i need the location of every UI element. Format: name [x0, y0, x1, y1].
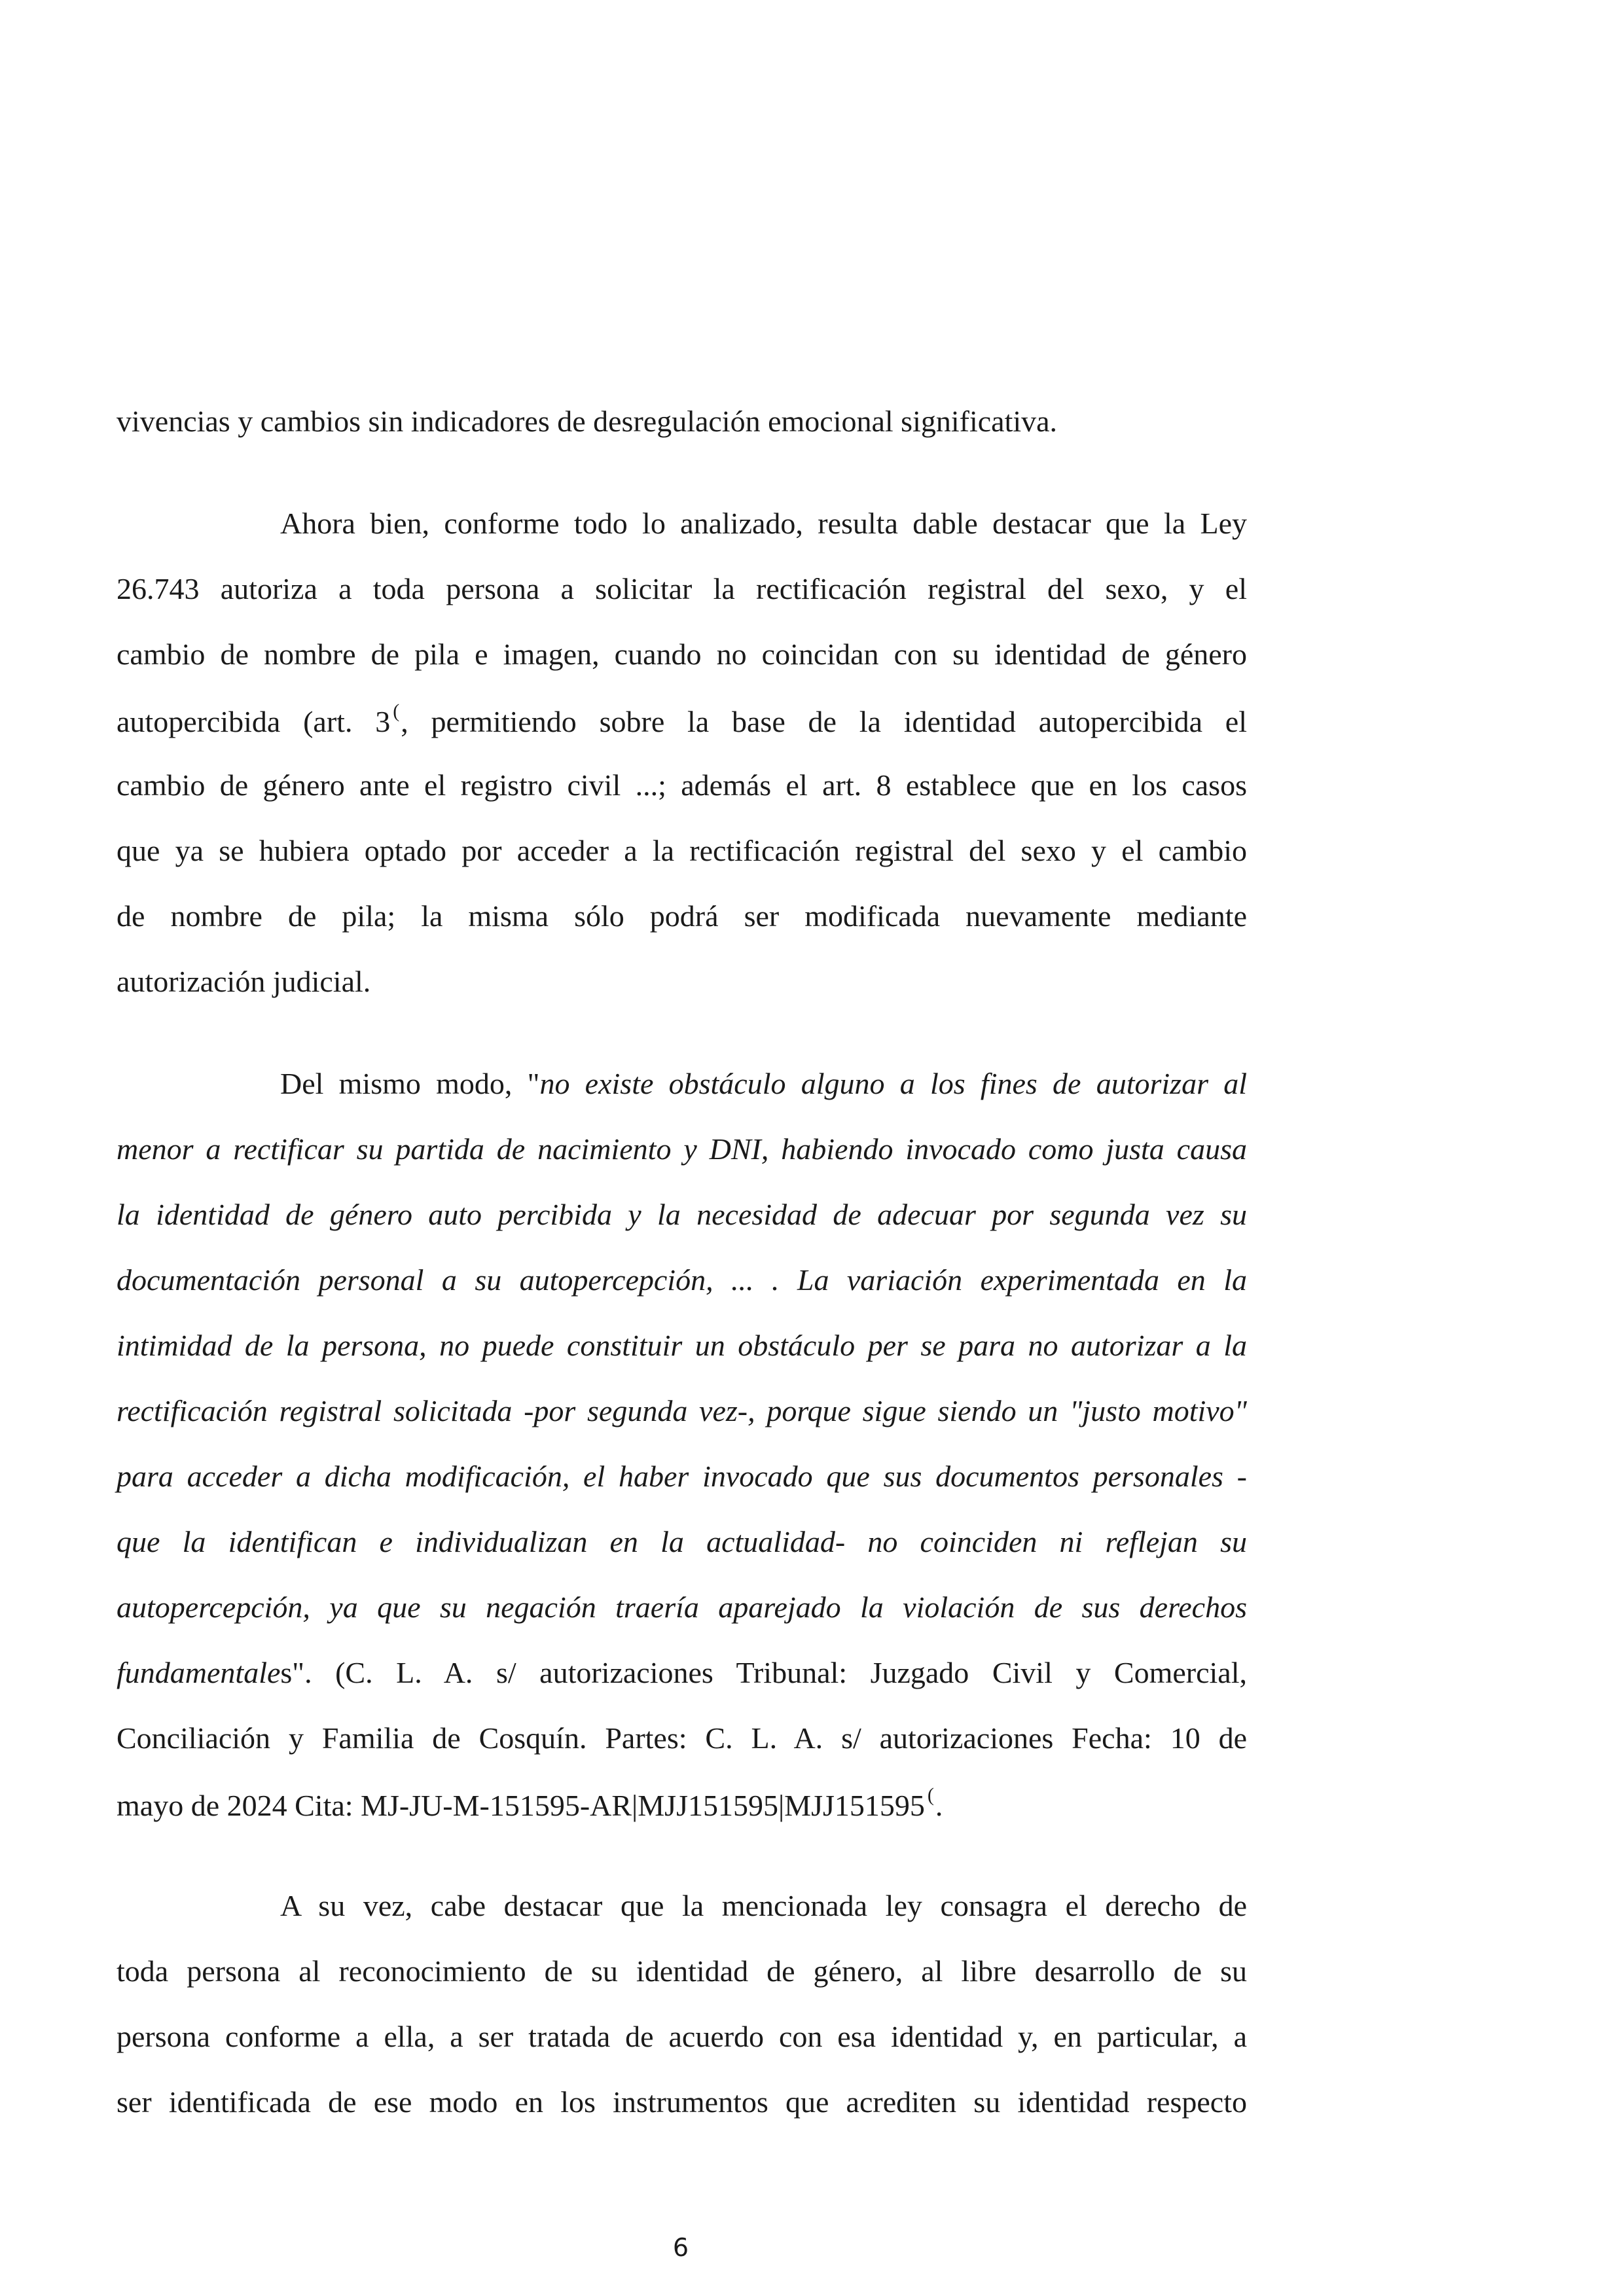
paragraph-3-line-7 [117, 1458, 1247, 1495]
paragraph-3-line-5 [117, 1327, 1247, 1364]
paragraph-1-line-1 [117, 403, 1247, 440]
paragraph-2-line-5 [117, 767, 1247, 804]
text-span: cambio de nombre de pila e imagen, cuando no coincidan con su identidad de género [117, 637, 1247, 671]
text-span: autorización judicial. [117, 965, 371, 998]
text-span: de nombre de pila; la misma sólo podrá ser modificada nuevamente mediante [117, 899, 1247, 933]
text-span: cambio de género ante el registro civil ...; además el art. 8 establece que en los casos [117, 768, 1247, 802]
citation-text: Conciliación y Familia de Cosquín. Partes: C. L. A. s/ autorizaciones Fecha: 10 de [117, 1721, 1247, 1755]
text-span: persona conforme a ella, a ser tratada de acuerdo con esa identidad y, en particular, a [117, 2020, 1247, 2053]
paragraph-2-line-8 [117, 963, 1247, 1000]
paragraph-2-line-2 [117, 571, 1247, 607]
paragraph-3-line-1 [280, 1066, 1247, 1102]
citation-text: s". (C. L. A. s/ autorizaciones Tribunal: Juzgado Civil y Comercial, [280, 1656, 1247, 1689]
paragraph-3-line-12 [117, 1785, 1247, 1824]
footnote-mark: ( [927, 1784, 934, 1806]
paragraph-4-line-4 [117, 2084, 1247, 2121]
paragraph-3-line-3 [117, 1196, 1247, 1233]
page-number: 6 [672, 2233, 689, 2262]
citation-text: mayo de 2024 Cita: MJ-JU-M-151595-AR|MJJ151595|MJJ151595 [117, 1789, 925, 1822]
quote-text: no existe obstáculo alguno a los fines de autorizar al [539, 1067, 1247, 1100]
text-span: ser identificada de ese modo en los instrumentos que acrediten su identidad respecto [117, 2085, 1247, 2119]
text-span: toda persona al reconocimiento de su identidad de género, al libre desarrollo de su [117, 1954, 1247, 1988]
text-span: vivencias y cambios sin indicadores de desregulación emocional significativa. [117, 404, 1058, 438]
quote-text: que la identifican e individualizan en la actualidad- no coinciden ni reflejan su [117, 1525, 1247, 1558]
paragraph-3-line-9 [117, 1589, 1247, 1626]
paragraph-2-line-4 [117, 702, 1247, 740]
text-span: Ahora bien, conforme todo lo analizado, resulta dable destacar que la Ley [280, 507, 1247, 540]
paragraph-3-line-10 [117, 1655, 1247, 1691]
paragraph-2-line-1 [280, 505, 1247, 542]
text-span: 26.743 autoriza a toda persona a solicitar la rectificación registral del sexo, y el [117, 572, 1247, 605]
paragraph-4-line-1 [280, 1888, 1247, 1924]
paragraph-4-line-3 [117, 2018, 1247, 2055]
footnote-mark: ( [393, 700, 400, 722]
quote-text: la identidad de género auto percibida y la necesidad de adecuar por segunda vez su [117, 1198, 1247, 1231]
paragraph-2-line-3 [117, 636, 1247, 673]
text-span: autopercibida (art. 3 [117, 705, 391, 738]
text-span: A su vez, cabe destacar que la mencionada ley consagra el derecho de [280, 1889, 1247, 1922]
paragraph-3-line-11 [117, 1720, 1247, 1757]
quote-text: menor a rectificar su partida de nacimiento y DNI, habiendo invocado como justa causa [117, 1132, 1247, 1166]
paragraph-2-line-6 [117, 833, 1247, 869]
paragraph-4-line-2 [117, 1953, 1247, 1990]
quote-text: fundamentale [117, 1656, 281, 1689]
paragraph-3-line-2 [117, 1131, 1247, 1168]
quote-text: autopercepción, ya que su negación traería aparejado la violación de sus derechos [117, 1590, 1247, 1624]
text-span: que ya se hubiera optado por acceder a la rectificación registral del sexo y el cambio [117, 834, 1247, 867]
paragraph-2-line-7 [117, 898, 1247, 935]
text-span: . [935, 1789, 943, 1822]
text-span: Del mismo modo, " [280, 1067, 540, 1100]
quote-text: rectificación registral solicitada -por segunda vez-, porque sigue siendo un "justo motivo" [117, 1394, 1247, 1427]
quote-text: documentación personal a su autopercepción, ... . La variación experimentada en la [117, 1263, 1247, 1297]
text-span: , permitiendo sobre la base de la identidad autopercibida el [401, 705, 1248, 738]
paragraph-3-line-8 [117, 1524, 1247, 1560]
quote-text: para acceder a dicha modificación, el haber invocado que sus documentos personales - [117, 1460, 1247, 1493]
paragraph-3-line-4 [117, 1262, 1247, 1299]
quote-text: intimidad de la persona, no puede constituir un obstáculo per se para no autorizar a la [117, 1329, 1247, 1362]
paragraph-3-line-6 [117, 1393, 1247, 1429]
